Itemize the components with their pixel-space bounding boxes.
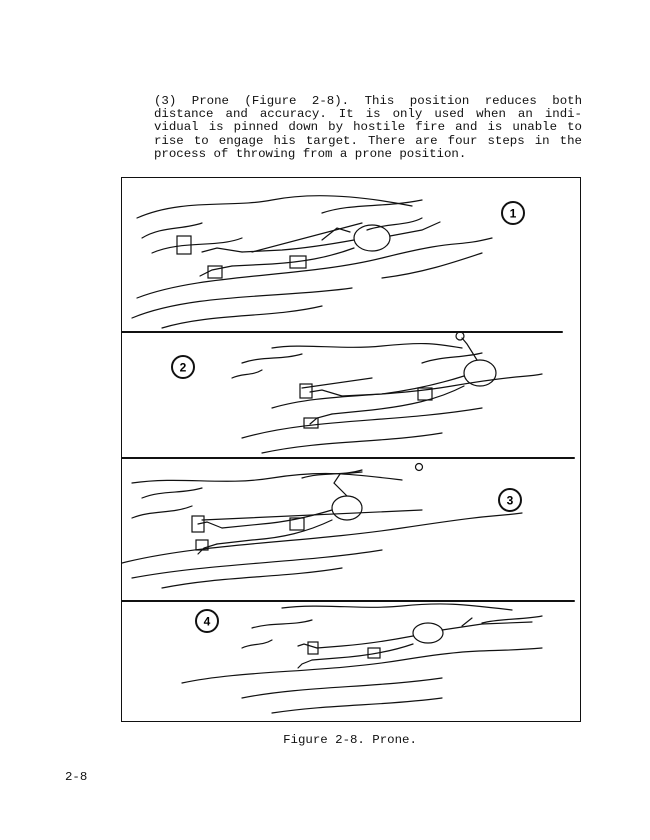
prone-illustration bbox=[122, 178, 579, 720]
page-number: 2-8 bbox=[65, 770, 88, 784]
step-1-label: 1 bbox=[509, 206, 517, 221]
step-3-label: 3 bbox=[506, 493, 514, 508]
panel-3-drawing bbox=[122, 464, 522, 589]
step-2-label: 2 bbox=[179, 360, 187, 375]
paragraph-line-4: rise to engage his target. There are four steps in the bbox=[154, 133, 582, 148]
panel-2-drawing bbox=[232, 332, 542, 453]
paragraph-line-1: (3) Prone (Figure 2-8). This position reduces both bbox=[154, 94, 582, 108]
body-paragraph bbox=[154, 95, 582, 161]
paragraph-line-2: distance and accuracy. It is only used when an indi- bbox=[154, 107, 582, 122]
panel-4-drawing bbox=[182, 604, 542, 713]
figure-caption: Figure 2-8. Prone. bbox=[283, 733, 417, 747]
figure-frame bbox=[121, 177, 581, 722]
paragraph-line-3: vidual is pinned down by hostile fire and is unable to bbox=[154, 120, 582, 135]
panel-1-drawing bbox=[132, 196, 492, 328]
step-4-label: 4 bbox=[203, 614, 211, 629]
paragraph-line-5: process of throwing from a prone position. bbox=[154, 146, 467, 161]
